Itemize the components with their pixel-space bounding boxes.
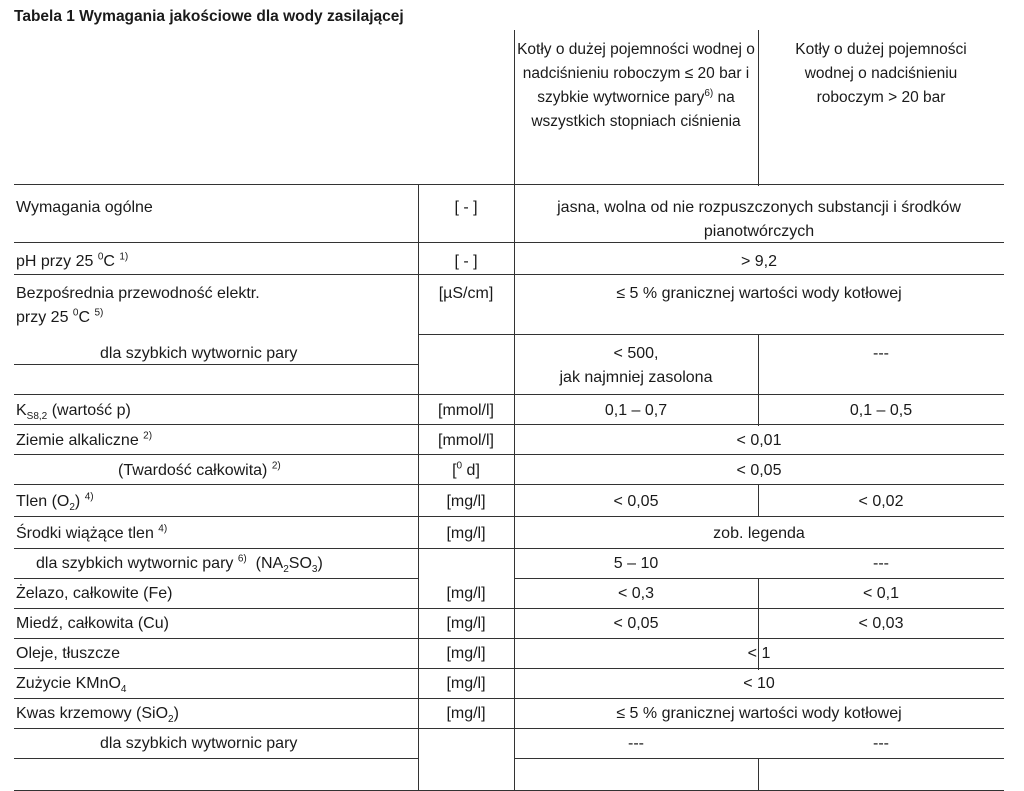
row-value-low-pressure: < 0,05 <box>613 493 659 510</box>
degree-mark: 0 <box>72 307 79 319</box>
subscript: 2 <box>69 502 75 514</box>
row-unit: [µS/cm] <box>438 285 494 302</box>
column-divider <box>758 484 759 516</box>
row-value-low-pressure <box>514 342 758 390</box>
row-unit: [mg/l] <box>446 675 486 692</box>
column-divider <box>758 334 759 426</box>
row-name-text: C <box>103 253 120 270</box>
subscript: 4 <box>120 684 127 696</box>
row-unit: [mmol/l] <box>438 402 494 419</box>
table-row <box>14 486 1004 516</box>
row-name <box>14 702 418 726</box>
row-value-high-pressure: < 0,1 <box>862 585 900 602</box>
row-name-text: przy 25 <box>16 309 73 326</box>
row-name-text: Zużycie KMnO <box>16 675 121 692</box>
table-row <box>14 518 1004 548</box>
subscript: 2 <box>283 564 289 576</box>
row-divider <box>14 394 1004 395</box>
row-name <box>14 429 418 453</box>
row-name-text: Tlen (O <box>16 493 70 510</box>
row-unit: [mg/l] <box>446 645 486 662</box>
header-col-low-pressure-text: Kotły o dużej pojemności wodnej o nadciśnieniu roboczym ≤ 20 bar i szybkie wytwornice pary <box>517 41 755 106</box>
row-unit: [mg/l] <box>446 585 486 602</box>
table-row <box>14 640 1004 668</box>
row-value-span: < 0,01 <box>736 432 782 449</box>
row-unit: [ - ] <box>454 253 478 270</box>
footnote-ref: 4) <box>84 491 94 503</box>
row-value-line1: jasna, wolna od nie rozpuszczonych substancji i środków <box>557 199 961 216</box>
row-name-text: SO <box>288 555 312 572</box>
row-value-low-pressure: 5 – 10 <box>613 555 659 572</box>
row-name: dla szybkich wytwornic pary <box>100 735 298 752</box>
row-name: Żelazo, całkowite (Fe) <box>16 585 173 602</box>
row-value-high-pressure: < 0,02 <box>858 493 904 510</box>
row-name-text: dla szybkich wytwornic pary <box>36 555 238 572</box>
row-divider <box>14 638 1004 639</box>
row-divider <box>514 578 1004 579</box>
table-row <box>14 426 1004 454</box>
footnote-ref: 6) <box>237 553 247 565</box>
row-name-text: (NA <box>246 555 284 572</box>
header-col-low-pressure-tail: na wszystkich stopniach ciśnienia <box>531 89 741 130</box>
row-divider <box>14 728 1004 729</box>
table-row <box>14 550 1004 578</box>
table-title: Tabela 1 Wymagania jakościowe dla wody zasilającej <box>14 8 404 25</box>
table-row <box>14 188 1004 240</box>
footnote-ref: 2) <box>143 430 153 442</box>
row-name <box>14 399 418 423</box>
table-row <box>14 244 1004 274</box>
row-unit: [mg/l] <box>446 525 486 542</box>
row-unit <box>418 459 514 483</box>
table-row <box>14 396 1004 424</box>
row-divider <box>14 516 1004 517</box>
row-unit: [mg/l] <box>446 705 486 722</box>
table-row <box>14 336 1004 390</box>
row-name-text: ) <box>173 705 179 722</box>
row-value-low-pressure: < 0,05 <box>613 615 659 632</box>
degree-mark: 0 <box>97 251 104 263</box>
footnote-ref: 6) <box>704 87 714 99</box>
subscript: 3 <box>311 564 318 576</box>
row-divider <box>14 758 418 759</box>
row-value-high-pressure: --- <box>873 345 889 362</box>
row-name <box>14 552 418 576</box>
row-value-low-pressure: < 0,3 <box>617 585 655 602</box>
quality-requirements-table <box>14 30 1004 752</box>
table-row <box>14 456 1004 484</box>
footnote-ref: 2) <box>271 460 281 472</box>
row-name: Wymagania ogólne <box>16 199 153 216</box>
header-col-high-pressure: Kotły o dużej pojemności wodnej o nadciśnieniu roboczym > 20 bar <box>795 41 967 106</box>
column-divider <box>418 184 419 790</box>
row-name-text: (Twardość całkowita) <box>118 462 272 479</box>
subscript: S8,2 <box>26 411 48 423</box>
row-name-text: (wartość p) <box>47 402 131 419</box>
row-value-line2: jak najmniej zasolona <box>559 369 713 386</box>
row-divider <box>14 484 1004 485</box>
row-value-span: < 0,05 <box>736 462 782 479</box>
row-value-span: zob. legenda <box>713 525 805 542</box>
row-name-line1: Bezpośrednia przewodność elektr. <box>16 285 260 302</box>
table-header-row <box>14 30 1004 186</box>
row-name <box>14 490 418 514</box>
row-value-low-pressure: --- <box>628 735 644 752</box>
table-row <box>14 730 1004 758</box>
subscript: 2 <box>168 714 174 726</box>
row-value-span: < 1 <box>747 645 771 662</box>
row-divider <box>514 758 1004 759</box>
row-value-high-pressure: 0,1 – 0,5 <box>849 402 913 419</box>
row-value-high-pressure: --- <box>873 555 889 572</box>
row-name <box>14 672 418 696</box>
row-divider <box>14 548 1004 549</box>
row-divider <box>14 578 418 579</box>
row-name <box>14 522 418 546</box>
row-divider <box>418 334 1004 335</box>
row-unit: [mg/l] <box>446 493 486 510</box>
unit-text: [ <box>452 462 457 479</box>
row-name <box>14 459 418 483</box>
row-divider <box>14 364 418 365</box>
row-name: Oleje, tłuszcze <box>16 645 121 662</box>
row-name: dla szybkich wytwornic pary <box>100 345 298 362</box>
row-divider <box>14 608 1004 609</box>
row-value-span: < 10 <box>743 675 775 692</box>
row-unit: [mmol/l] <box>438 432 494 449</box>
column-divider <box>758 578 759 670</box>
row-name: Miedź, całkowita (Cu) <box>16 615 169 632</box>
row-name-text: C <box>78 309 95 326</box>
row-name-text: K <box>16 402 27 419</box>
table-row <box>14 610 1004 638</box>
header-col-low-pressure <box>514 38 758 134</box>
row-value-line2: pianotwórczych <box>703 223 815 240</box>
row-name-text: Kwas krzemowy (SiO <box>16 705 169 722</box>
row-value-line1: < 500, <box>613 345 659 362</box>
column-divider <box>758 30 759 186</box>
column-divider <box>514 30 515 790</box>
row-name-line2 <box>16 306 418 330</box>
row-name-text: Środki wiążące tlen <box>16 525 159 542</box>
row-name <box>14 250 418 274</box>
row-value-low-pressure: 0,1 – 0,7 <box>604 402 668 419</box>
row-divider <box>14 424 1004 425</box>
row-value-span: ≤ 5 % granicznej wartości wody kotłowej <box>616 705 902 722</box>
row-name <box>14 282 418 330</box>
row-divider <box>14 184 1004 185</box>
footnote-ref: 1) <box>119 251 129 263</box>
row-divider <box>14 242 1004 243</box>
row-value-high-pressure: --- <box>873 735 889 752</box>
row-divider <box>14 668 1004 669</box>
row-name-text: ) <box>317 555 323 572</box>
unit-text: d] <box>462 462 480 479</box>
table-row <box>14 276 1004 332</box>
row-name-text: pH przy 25 <box>16 253 98 270</box>
footnote-ref: 4) <box>158 523 168 535</box>
row-divider <box>14 274 1004 275</box>
footnote-ref: 5) <box>94 307 104 319</box>
row-name-text: Ziemie alkaliczne <box>16 432 144 449</box>
row-value-high-pressure: < 0,03 <box>858 615 904 632</box>
table-row <box>14 670 1004 698</box>
table-row <box>14 580 1004 608</box>
row-value-span: > 9,2 <box>740 253 778 270</box>
row-name-text: ) <box>74 493 85 510</box>
row-unit: [mg/l] <box>446 615 486 632</box>
row-value-span <box>514 196 1004 244</box>
row-divider <box>14 698 1004 699</box>
row-divider <box>14 454 1004 455</box>
row-unit: [ - ] <box>454 199 478 216</box>
table-row <box>14 700 1004 728</box>
column-divider <box>758 758 759 790</box>
degree-mark: 0 <box>456 460 463 472</box>
row-value-span: ≤ 5 % granicznej wartości wody kotłowej <box>616 285 902 302</box>
